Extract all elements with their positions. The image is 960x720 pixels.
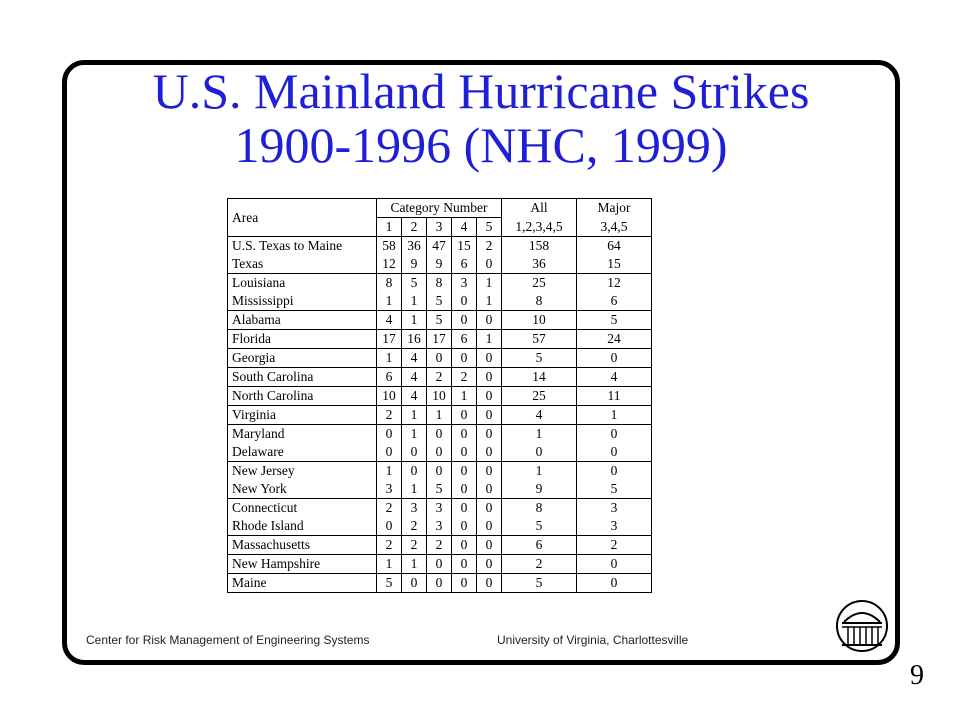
cell-major: 3 [577,517,652,536]
cell-all: 10 [502,311,577,330]
table-row [228,480,652,499]
cell-c4: 0 [452,425,477,444]
table-row [228,255,652,274]
cell-all: 0 [502,443,577,462]
cell-area: Maryland [228,425,377,444]
cell-c2: 1 [402,292,427,311]
cell-c4: 2 [452,368,477,387]
cell-c1: 2 [377,536,402,555]
table-row [228,574,652,593]
header-category-number: Category Number [377,199,502,218]
cell-major: 0 [577,555,652,574]
table-row [228,462,652,481]
cell-c4: 15 [452,237,477,256]
cell-area: Maine [228,574,377,593]
cell-c1: 6 [377,368,402,387]
header-cat-2: 2 [402,218,427,237]
cell-c1: 12 [377,255,402,274]
cell-c1: 5 [377,574,402,593]
cell-c4: 0 [452,517,477,536]
cell-major: 2 [577,536,652,555]
header-cat-5: 5 [477,218,502,237]
cell-area: U.S. Texas to Maine [228,237,377,256]
cell-c1: 58 [377,237,402,256]
cell-c4: 0 [452,536,477,555]
cell-area: New Hampshire [228,555,377,574]
cell-c2: 2 [402,517,427,536]
title-line-2: 1900-1996 (NHC, 1999) [234,117,728,173]
cell-major: 5 [577,311,652,330]
cell-area: Massachusetts [228,536,377,555]
cell-c5: 1 [477,292,502,311]
cell-c1: 1 [377,292,402,311]
header-area: Area [228,199,377,237]
cell-all: 5 [502,349,577,368]
table-row [228,499,652,518]
cell-area: Virginia [228,406,377,425]
table-row [228,406,652,425]
cell-c4: 0 [452,462,477,481]
cell-major: 0 [577,425,652,444]
cell-c3: 47 [427,237,452,256]
cell-major: 11 [577,387,652,406]
cell-c5: 0 [477,536,502,555]
cell-all: 36 [502,255,577,274]
cell-c2: 1 [402,480,427,499]
cell-major: 0 [577,443,652,462]
page-number: 9 [910,660,924,691]
cell-c3: 9 [427,255,452,274]
cell-all: 25 [502,387,577,406]
cell-c3: 5 [427,480,452,499]
cell-c1: 8 [377,274,402,293]
cell-c4: 0 [452,311,477,330]
cell-c2: 16 [402,330,427,349]
cell-c4: 0 [452,406,477,425]
cell-major: 3 [577,499,652,518]
rotunda-logo-icon [834,598,890,654]
cell-area: North Carolina [228,387,377,406]
cell-c4: 6 [452,255,477,274]
cell-all: 14 [502,368,577,387]
table-row [228,274,652,293]
cell-c2: 3 [402,499,427,518]
cell-c1: 0 [377,443,402,462]
cell-c3: 0 [427,555,452,574]
table-row [228,425,652,444]
cell-c3: 0 [427,574,452,593]
cell-c4: 3 [452,274,477,293]
table-row [228,311,652,330]
cell-c1: 1 [377,349,402,368]
cell-c2: 1 [402,406,427,425]
table-row [228,237,652,256]
cell-major: 1 [577,406,652,425]
cell-all: 6 [502,536,577,555]
cell-c5: 0 [477,574,502,593]
cell-all: 4 [502,406,577,425]
cell-c1: 4 [377,311,402,330]
table-row [228,443,652,462]
cell-major: 0 [577,349,652,368]
cell-c3: 10 [427,387,452,406]
cell-area: New Jersey [228,462,377,481]
header-cat-1: 1 [377,218,402,237]
footer-organization: Center for Risk Management of Engineering Systems [86,633,370,647]
cell-c5: 1 [477,330,502,349]
cell-all: 2 [502,555,577,574]
table-row [228,368,652,387]
cell-c4: 0 [452,349,477,368]
cell-c5: 0 [477,555,502,574]
cell-c2: 5 [402,274,427,293]
table-row [228,517,652,536]
table-row [228,387,652,406]
table-row [228,292,652,311]
slide-title [62,64,900,172]
cell-major: 0 [577,574,652,593]
cell-c5: 0 [477,517,502,536]
cell-c5: 1 [477,274,502,293]
cell-c3: 5 [427,311,452,330]
cell-c3: 0 [427,425,452,444]
cell-major: 6 [577,292,652,311]
cell-c2: 9 [402,255,427,274]
header-all: All [502,199,577,218]
cell-c3: 0 [427,462,452,481]
cell-c5: 0 [477,311,502,330]
table-row [228,349,652,368]
cell-area: Texas [228,255,377,274]
cell-c4: 6 [452,330,477,349]
hurricane-strikes-table [227,198,652,593]
cell-c4: 0 [452,555,477,574]
cell-c3: 2 [427,536,452,555]
cell-c5: 0 [477,425,502,444]
cell-c2: 0 [402,574,427,593]
cell-c2: 0 [402,443,427,462]
cell-major: 64 [577,237,652,256]
cell-c2: 2 [402,536,427,555]
cell-area: Delaware [228,443,377,462]
cell-c3: 2 [427,368,452,387]
cell-c3: 17 [427,330,452,349]
header-row-1 [228,199,652,218]
cell-c2: 1 [402,555,427,574]
cell-c5: 2 [477,237,502,256]
cell-c4: 0 [452,292,477,311]
cell-all: 57 [502,330,577,349]
cell-all: 8 [502,292,577,311]
cell-area: Louisiana [228,274,377,293]
cell-c2: 0 [402,462,427,481]
cell-c5: 0 [477,387,502,406]
table-row [228,330,652,349]
cell-c1: 1 [377,462,402,481]
cell-c5: 0 [477,480,502,499]
table-row [228,536,652,555]
cell-c4: 1 [452,387,477,406]
cell-c3: 0 [427,349,452,368]
cell-c5: 0 [477,462,502,481]
cell-c2: 1 [402,311,427,330]
cell-c5: 0 [477,255,502,274]
cell-all: 1 [502,425,577,444]
cell-c2: 36 [402,237,427,256]
cell-c4: 0 [452,499,477,518]
cell-area: Connecticut [228,499,377,518]
header-major-cats: 3,4,5 [577,218,652,237]
cell-major: 5 [577,480,652,499]
cell-all: 9 [502,480,577,499]
cell-c2: 4 [402,368,427,387]
cell-c2: 1 [402,425,427,444]
cell-all: 1 [502,462,577,481]
header-cat-3: 3 [427,218,452,237]
cell-all: 25 [502,274,577,293]
cell-area: Alabama [228,311,377,330]
cell-c1: 0 [377,517,402,536]
cell-c1: 2 [377,406,402,425]
header-all-cats: 1,2,3,4,5 [502,218,577,237]
cell-c1: 10 [377,387,402,406]
cell-area: Georgia [228,349,377,368]
cell-all: 5 [502,517,577,536]
cell-c3: 0 [427,443,452,462]
cell-area: Rhode Island [228,517,377,536]
cell-all: 158 [502,237,577,256]
cell-major: 0 [577,462,652,481]
cell-c1: 17 [377,330,402,349]
cell-area: Florida [228,330,377,349]
title-line-1: U.S. Mainland Hurricane Strikes [152,63,810,119]
cell-major: 24 [577,330,652,349]
cell-c5: 0 [477,349,502,368]
cell-area: Mississippi [228,292,377,311]
footer-university: University of Virginia, Charlottesville [497,633,689,647]
cell-c5: 0 [477,368,502,387]
cell-major: 15 [577,255,652,274]
cell-major: 4 [577,368,652,387]
cell-c5: 0 [477,499,502,518]
cell-c1: 3 [377,480,402,499]
cell-c3: 1 [427,406,452,425]
cell-c4: 0 [452,443,477,462]
cell-area: New York [228,480,377,499]
cell-major: 12 [577,274,652,293]
cell-c5: 0 [477,406,502,425]
cell-c1: 0 [377,425,402,444]
cell-c3: 3 [427,499,452,518]
cell-c2: 4 [402,387,427,406]
cell-area: South Carolina [228,368,377,387]
cell-c1: 1 [377,555,402,574]
header-major: Major [577,199,652,218]
cell-c4: 0 [452,574,477,593]
table-row [228,555,652,574]
header-cat-4: 4 [452,218,477,237]
cell-c5: 0 [477,443,502,462]
cell-all: 5 [502,574,577,593]
cell-c3: 5 [427,292,452,311]
cell-c2: 4 [402,349,427,368]
cell-c4: 0 [452,480,477,499]
cell-all: 8 [502,499,577,518]
cell-c3: 8 [427,274,452,293]
cell-c1: 2 [377,499,402,518]
cell-c3: 3 [427,517,452,536]
